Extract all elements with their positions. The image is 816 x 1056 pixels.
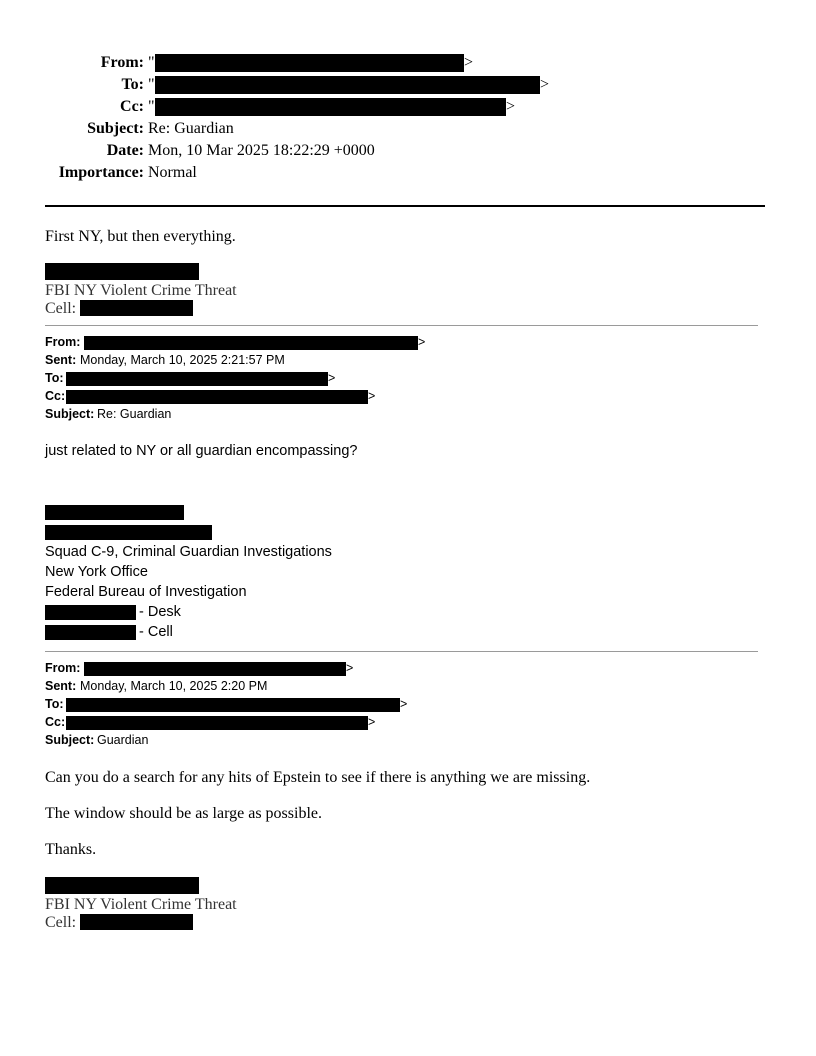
forward2-body-line3: Thanks.	[45, 841, 97, 858]
date-label: Date:	[106, 142, 144, 159]
forward2-body-line2: The window should be as large as possible.	[45, 805, 322, 822]
cc-suffix: >	[506, 98, 516, 115]
forward1-to-suffix: >	[328, 371, 336, 385]
to-suffix: >	[540, 76, 550, 93]
forward2-sent-value: Monday, March 10, 2025 2:20 PM	[80, 679, 268, 693]
forward2-to-label: To:	[45, 697, 64, 711]
forward2-subject-label: Subject:	[45, 733, 95, 747]
forward1-from-suffix: >	[418, 335, 426, 349]
subject-label: Subject:	[87, 120, 144, 137]
redaction-forward1-from	[84, 336, 418, 350]
forward1-subject-value: Re: Guardian	[97, 407, 172, 421]
redaction-to	[155, 76, 540, 94]
forward1-sig-bureau: Federal Bureau of Investigation	[45, 584, 247, 600]
redaction-forward2-to	[66, 698, 400, 712]
forward1-cell-label: - Cell	[139, 624, 173, 640]
forward2-cc-label: Cc:	[45, 715, 66, 729]
cc-label: Cc:	[120, 98, 144, 115]
from-suffix: >	[464, 54, 474, 71]
redaction-from	[155, 54, 464, 72]
redaction-forward1-sig-name	[45, 505, 184, 520]
redaction-forward2-cc	[66, 716, 368, 730]
forward1-from-label: From:	[45, 335, 81, 349]
redaction-forward1-cc	[66, 390, 368, 404]
redaction-cc	[155, 98, 506, 116]
from-label: From:	[100, 54, 144, 71]
redaction-forward1-cell	[45, 625, 136, 640]
forward1-cc-label: Cc:	[45, 389, 66, 403]
redaction-forward2-cell	[80, 914, 193, 930]
forward1-to-label: To:	[45, 371, 64, 385]
forward2-sent-label: Sent:	[45, 679, 77, 693]
reply-body: First NY, but then everything.	[45, 228, 236, 245]
forward1-subject-label: Subject:	[45, 407, 95, 421]
reply-signature-unit: FBI NY Violent Crime Threat	[45, 282, 237, 299]
date-value: Mon, 10 Mar 2025 18:22:29 +0000	[148, 142, 375, 159]
forward1-divider	[45, 325, 758, 326]
forward1-cc-suffix: >	[368, 389, 376, 403]
forward2-cc-suffix: >	[368, 715, 376, 729]
forward1-sent-value: Monday, March 10, 2025 2:21:57 PM	[80, 353, 285, 367]
forward2-signature-unit: FBI NY Violent Crime Threat	[45, 896, 237, 913]
forward2-signature-cell-label: Cell:	[45, 914, 77, 931]
forward1-desk-label: - Desk	[139, 604, 181, 620]
forward2-from-label: From:	[45, 661, 81, 675]
cc-quote: "	[148, 98, 155, 115]
redaction-forward1-to	[66, 372, 328, 386]
forward2-subject-value: Guardian	[97, 733, 149, 747]
forward2-divider	[45, 651, 758, 652]
to-quote: "	[148, 76, 155, 93]
forward1-sig-squad: Squad C-9, Criminal Guardian Investigations	[45, 544, 332, 560]
to-label: To:	[121, 76, 144, 93]
forward1-sig-office: New York Office	[45, 564, 148, 580]
redaction-forward1-sig-title	[45, 525, 212, 540]
redaction-forward1-desk	[45, 605, 136, 620]
redaction-forward2-sig-name	[45, 877, 199, 894]
forward2-to-suffix: >	[400, 697, 408, 711]
importance-label: Importance:	[58, 164, 144, 181]
redaction-reply-sig-name	[45, 263, 199, 280]
header-divider	[45, 205, 765, 207]
importance-value: Normal	[148, 164, 197, 181]
redaction-forward2-from	[84, 662, 346, 676]
from-quote: "	[148, 54, 155, 71]
forward1-body: just related to NY or all guardian encompassing?	[45, 443, 358, 459]
reply-signature-cell-label: Cell:	[45, 300, 77, 317]
forward1-sent-label: Sent:	[45, 353, 77, 367]
forward2-body-line1: Can you do a search for any hits of Epstein to see if there is anything we are missing.	[45, 769, 591, 786]
forward2-from-suffix: >	[346, 661, 354, 675]
redaction-reply-cell	[80, 300, 193, 316]
subject-value: Re: Guardian	[148, 120, 234, 137]
